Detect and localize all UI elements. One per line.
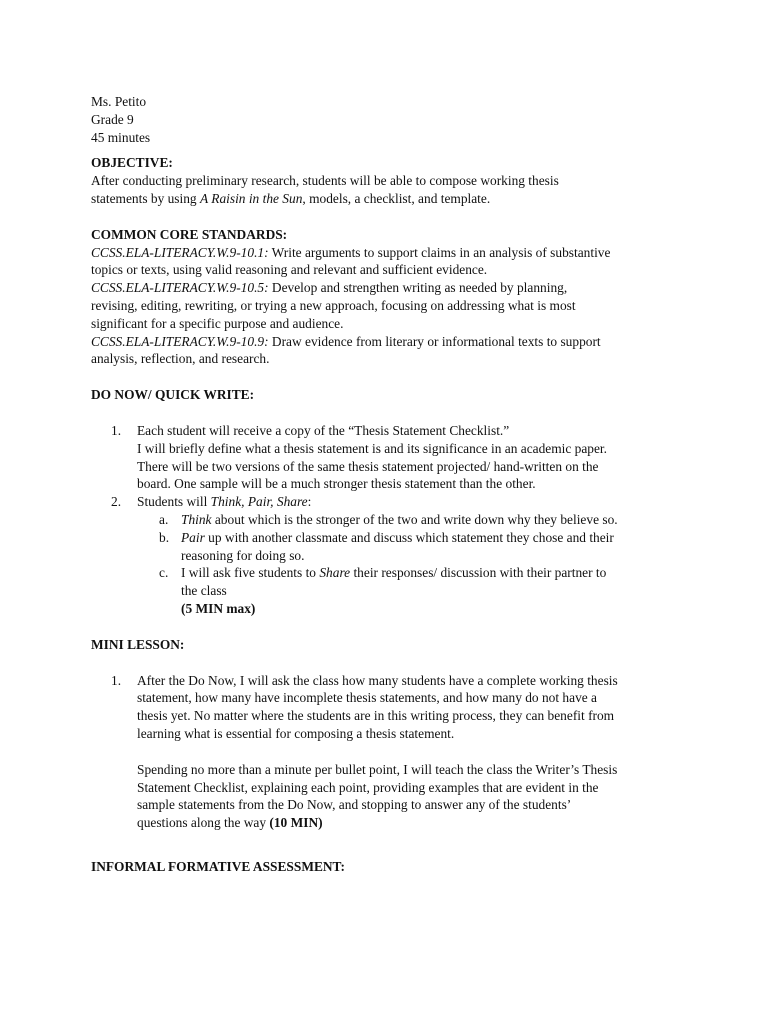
- do-now-heading: DO NOW/ QUICK WRITE:: [91, 387, 255, 403]
- standard-code: CCSS.ELA-LITERACY.W.9-10.9:: [91, 333, 269, 349]
- list-item: 2. Students will Think, Pair, Share: a. Think about which is the stronger of the two and write down why they believe so. b. Pair up with another classmate and discuss which statement they chose and their reasoning for doing so. c. I will ask five students to Share their responses/ discussion with their partner to the class (5 MIN max): [91, 493, 691, 618]
- standard-code: CCSS.ELA-LITERACY.W.9-10.5:: [91, 280, 269, 296]
- standard-code: CCSS.ELA-LITERACY.W.9-10.1:: [91, 244, 269, 260]
- objective-heading: OBJECTIVE:: [91, 155, 173, 171]
- list-item: c. I will ask five students to Share their responses/ discussion with their partner to the class (5 MIN max): [159, 565, 607, 616]
- think-pair-share-list: [137, 511, 691, 618]
- mini-lesson-heading: MINI LESSON:: [91, 636, 185, 652]
- assessment-heading: INFORMAL FORMATIVE ASSESSMENT:: [91, 858, 345, 874]
- standard-3: CCSS.ELA-LITERACY.W.9-10.9: Draw evidence from literary or informational texts to support analysis, reflection, and research.: [91, 333, 601, 367]
- mini-lesson-timing: (10 MIN): [269, 815, 323, 831]
- standards-heading: COMMON CORE STANDARDS:: [91, 226, 288, 242]
- objective-line-2: statements by using A Raisin in the Sun, models, a checklist, and template.: [91, 190, 491, 206]
- book-title: A Raisin in the Sun: [199, 190, 303, 206]
- mini-lesson-list: [91, 672, 691, 832]
- do-now-list: [91, 422, 691, 618]
- mini-lesson-paragraph-2: Spending no more than a minute per bullet point, I will teach the class the Writer’s Thesis Statement Checklist, explaining each point, providing examples that are evident in the sample statements from the Do Now, and stopping to answer any of the students’ questions along the way (10 MIN): [137, 761, 618, 831]
- mini-lesson-paragraph-1: After the Do Now, I will ask the class how many students have a complete working thesis statement, how many have incomplete thesis statements, and how many do not have a thesis yet. No matter where the students are in this writing process, they can benefit from learning what is essential for composing a thesis statement.: [137, 672, 618, 741]
- objective-line-1: After conducting preliminary research, students will be able to compose working thesis: [91, 173, 559, 189]
- list-item: 1. After the Do Now, I will ask the class how many students have a complete working thesis statement, how many have incomplete thesis statements, and how many do not have a thesis yet. No matter where the students are in this writing process, they can benefit from learning what is essential for composing a thesis statement. Spending no more than a minute per bullet point, I will teach the class the Writer’s Thesis Statement Checklist, explaining each point, providing examples that are evident in the sample statements from the Do Now, and stopping to answer any of the students’ questions along the way (10 MIN): [91, 672, 691, 832]
- grade-level: Grade 9: [91, 111, 134, 127]
- list-item: a. Think about which is the stronger of the two and write down why they believe so.: [159, 511, 618, 527]
- list-item: 1. Each student will receive a copy of the “Thesis Statement Checklist.” I will briefly define what a thesis statement is and its significance in an academic paper. There will be two versions of the same thesis statement projected/ hand-written on the board. One sample will be a much stronger thesis statement than the other.: [111, 422, 607, 492]
- standard-1: CCSS.ELA-LITERACY.W.9-10.1: Write arguments to support claims in an analysis of substantive topics or texts, using valid reasoning and relevant and sufficient evidence.: [91, 244, 611, 278]
- standard-2: CCSS.ELA-LITERACY.W.9-10.5: Develop and strengthen writing as needed by planning, revising, editing, rewriting, or trying a new approach, focusing on addressing what is most significant for a specific purpose and audience.: [91, 280, 576, 331]
- lesson-plan-document: [91, 93, 691, 876]
- list-item: b. Pair up with another classmate and discuss which statement they chose and their reasoning for doing so.: [159, 529, 614, 563]
- do-now-timing: (5 MIN max): [181, 600, 256, 616]
- teacher-name: Ms. Petito: [91, 94, 147, 109]
- lesson-duration: 45 minutes: [91, 129, 151, 145]
